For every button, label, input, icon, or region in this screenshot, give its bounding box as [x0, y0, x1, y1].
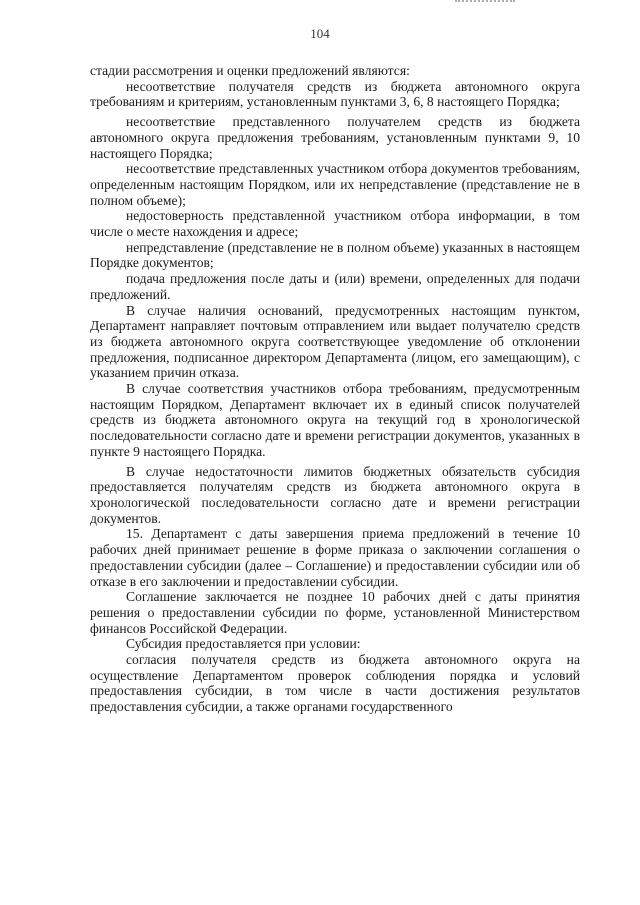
document-body — [90, 63, 580, 715]
paragraph: недостоверность представленной участником отбора информации, в том числе о месте нахождения и адресе; — [90, 208, 580, 240]
paragraph: несоответствие получателя средств из бюджета автономного округа требованиям и критериям, установленным пунктами 3, 6, 8 настоящего Порядка; — [90, 78, 580, 110]
page-number: 104 — [310, 26, 330, 41]
paragraph: стадии рассмотрения и оценки предложений являются: — [90, 63, 410, 78]
paragraph: непредставление (представление не в полном объеме) указанных в настоящем Порядке документов; — [90, 239, 580, 271]
paragraph: несоответствие представленного получателем средств из бюджета автономного округа предложения требованиям, установленным пунктами 9, 10 настоящего Порядка; — [90, 114, 580, 161]
paragraph: В случае недостаточности лимитов бюджетных обязательств субсидия предоставляется получателям средств из бюджета автономного округа в хронологической последовательности согласно дате и времени регистрации документов. — [90, 463, 580, 526]
scan-corner-mark — [455, 0, 515, 7]
paragraph: согласия получателя средств из бюджета автономного округа на осуществление Департаментом проверок соблюдения порядка и условий предоставления субсидии, в том числе в части достижения результатов предоставления субсидии, а также органами государственного — [90, 652, 580, 715]
paragraph: Соглашение заключается не позднее 10 рабочих дней с даты принятия решения о предоставлении субсидии по форме, установленной Министерством финансов Российской Федерации. — [90, 589, 580, 636]
paragraph: несоответствие представленных участником отбора документов требованиям, определенным настоящим Порядком, или их непредставление (представление не в полном объеме); — [90, 161, 580, 208]
paragraph: Субсидия предоставляется при условии: — [126, 636, 361, 652]
paragraph: 15. Департамент с даты завершения приема предложений в течение 10 рабочих дней принимает решение в форме приказа о заключении соглашения о предоставлении субсидии (далее – Соглашение) и предоставлении субсидии или об отказе в его заключении и предоставлении субсидии. — [90, 526, 580, 589]
paragraph: В случае наличия оснований, предусмотренных настоящим пунктом, Департамент направляет почтовым отправлением или выдает получателю средств из бюджета автономного округа соответствующее уведомление об отклонении предложения, подписанное директором Департамента (лицом, его замещающим), с указанием причин отказа. — [90, 302, 580, 381]
paragraph: подача предложения после даты и (или) времени, определенных для подачи предложений. — [90, 271, 580, 302]
paragraph: В случае соответствия участников отбора требованиям, предусмотренным настоящим Порядком, Департамент включает их в единый список получателей средств из бюджета автономного округа на текущий год в хронологической последовательности согласно дате и времени регистрации документов, указанных в пункте 9 настоящего Порядка. — [90, 381, 580, 459]
